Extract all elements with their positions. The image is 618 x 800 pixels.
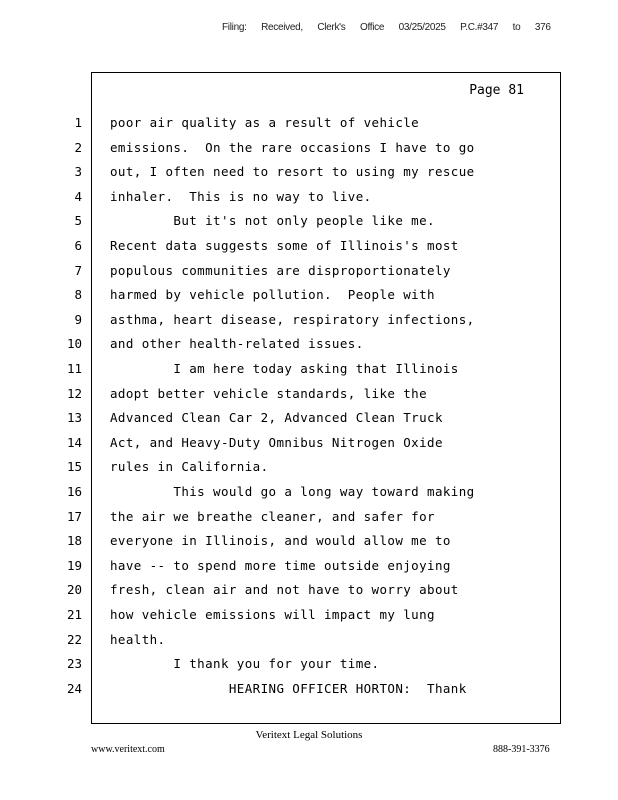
footer-website: www.veritext.com xyxy=(91,744,165,755)
page-total: 376 xyxy=(534,22,551,33)
filing-date: 03/25/2025 xyxy=(398,22,446,33)
line-text: inhaler. This is no way to live. xyxy=(110,188,372,204)
line-number: 8 xyxy=(74,287,82,303)
line-number: 18 xyxy=(66,533,82,549)
line-text: health. xyxy=(110,631,166,647)
line-number: 3 xyxy=(74,164,82,180)
line-number: 13 xyxy=(66,410,82,426)
line-number: 11 xyxy=(66,361,82,376)
line-text: Recent data suggests some of Illinois's most xyxy=(110,238,459,253)
line-number: 22 xyxy=(66,631,82,647)
line-number: 23 xyxy=(66,656,82,672)
line-number: 12 xyxy=(66,385,82,401)
filing-label: Filing: xyxy=(222,22,247,33)
line-text: This would go a long way toward making xyxy=(110,484,475,499)
line-text: asthma, heart disease, respiratory infections, xyxy=(110,311,475,327)
line-text: I thank you for your time. xyxy=(110,656,380,672)
line-number: 10 xyxy=(66,336,82,352)
received-label: Received, xyxy=(261,22,303,33)
line-number: 1 xyxy=(74,115,82,130)
line-text: adopt better vehicle standards, like the xyxy=(110,385,428,401)
line-number: 9 xyxy=(74,311,82,327)
line-number: 16 xyxy=(66,484,82,499)
page-number: Page 81 xyxy=(469,83,524,98)
to-label: to xyxy=(512,22,521,33)
line-text: But it's not only people like me. xyxy=(110,213,435,229)
line-number: 6 xyxy=(74,238,82,253)
line-number: 5 xyxy=(74,213,82,229)
line-text: rules in California. xyxy=(110,459,269,475)
line-text: the air we breathe cleaner, and safer for xyxy=(110,508,435,524)
line-number: 4 xyxy=(74,188,82,204)
office-label: Office xyxy=(359,22,385,33)
clerks-label: Clerk's xyxy=(317,22,346,33)
transcript-page xyxy=(66,72,561,724)
line-text: emissions. On the rare occasions I have to go xyxy=(110,139,475,155)
line-number: 2 xyxy=(74,139,82,155)
line-number: 17 xyxy=(66,508,82,524)
line-text: everyone in Illinois, and would allow me to xyxy=(110,533,451,549)
line-number: 19 xyxy=(66,557,82,573)
line-text: out, I often need to resort to using my rescue xyxy=(110,164,475,180)
footer-company: Veritext Legal Solutions xyxy=(255,729,363,741)
line-number: 15 xyxy=(66,459,82,475)
line-text: Act, and Heavy-Duty Omnibus Nitrogen Oxide xyxy=(110,434,443,450)
line-text: harmed by vehicle pollution. People with xyxy=(110,287,435,303)
line-number: 21 xyxy=(66,607,82,622)
line-text: and other health-related issues. xyxy=(110,336,364,352)
line-text: fresh, clean air and not have to worry about xyxy=(110,582,459,598)
line-text: I am here today asking that Illinois xyxy=(110,361,459,376)
line-text: poor air quality as a result of vehicle xyxy=(110,115,420,130)
line-number: 24 xyxy=(66,680,82,696)
line-text: have -- to spend more time outside enjoying xyxy=(110,557,451,573)
line-number: 7 xyxy=(74,262,82,278)
line-number: 14 xyxy=(66,434,82,450)
footer-phone: 888-391-3376 xyxy=(493,744,550,755)
filing-header xyxy=(222,22,563,33)
line-text: Advanced Clean Car 2, Advanced Clean Truck xyxy=(110,410,443,426)
pc-number: P.C.#347 xyxy=(460,22,499,33)
line-text: populous communities are disproportionately xyxy=(110,262,451,278)
line-number: 20 xyxy=(66,582,82,598)
line-text: how vehicle emissions will impact my lung xyxy=(110,607,435,622)
line-text: HEARING OFFICER HORTON: Thank xyxy=(110,680,467,696)
